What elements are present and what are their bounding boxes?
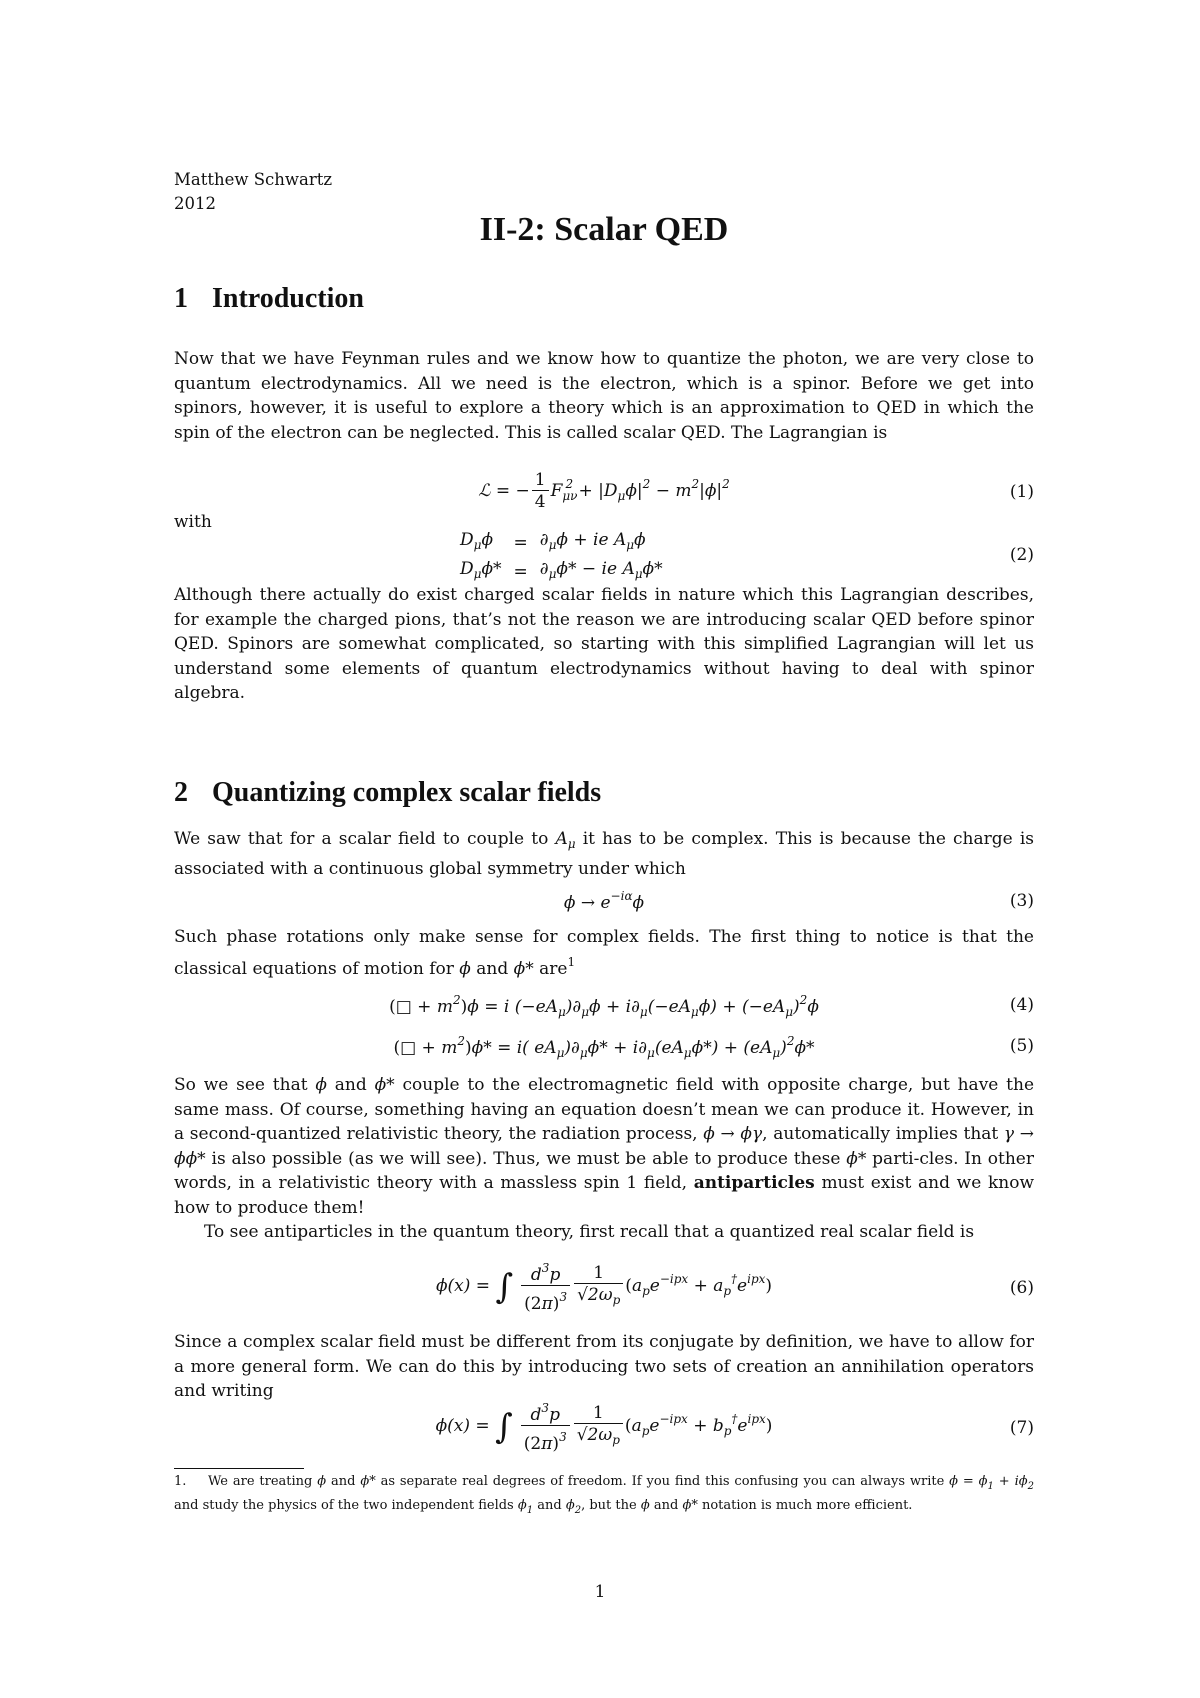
section-1-number: 1 <box>174 283 188 314</box>
author-name: Matthew Schwartz <box>174 170 333 189</box>
with-text: with <box>174 512 212 532</box>
section-1-paragraph-2: Although there actually do exist charged scalar fields in nature which this Lagrangian describes, for example the charged pions, that’s not the reason we are introducing scalar QED before spinor QED. Spinors are somewhat complicated, so starting with this simplified Lagrangian will let us understand some elements of quantum electrodynamics without having to deal with spinor algebra. <box>174 585 1034 703</box>
equation-1: ℒ = − $\frac{1}{4}$ $F_{\mu\nu}^2 + |D_\mu\phi|^2 - m^2|\phi|^2$ (1) <box>478 470 1034 512</box>
equation-7: ϕ(x) = ∫ $\frac{d^3p}{(2\pi)^3}$ $\frac{1}{√2\omega_p}$ $(a_pe^{-ipx} + b_p^\dagger e^{ipx})$ (7) <box>174 1398 1034 1458</box>
section-2-title: Quantizing complex scalar fields <box>212 777 602 808</box>
section-1-title: Introduction <box>212 283 364 314</box>
equation-2-row <box>174 540 1034 570</box>
antiparticles-term: antiparticles <box>693 1173 815 1193</box>
section-1-paragraph-1: Now that we have Feynman rules and we know how to quantize the photon, we are very close to quantum electrodynamics. All we need is the electron, which is a spinor. Before we get into spinors, however, it is useful to explore a theory which is an approximation to QED in which the spin of the electron can be neglected. This is called scalar QED. The Lagrangian is <box>174 349 1034 443</box>
section-2-paragraph-1: We saw that for a scalar field to couple to $A_\mu$ it has to be complex. This is because the charge is associated with a continuous global symmetry under which <box>174 829 1034 879</box>
equation-7-number: (7) <box>1009 1418 1034 1438</box>
equation-3-number: (3) <box>1009 891 1034 911</box>
equation-4-number: (4) <box>1009 995 1034 1015</box>
equation-3: $\phi \to e^{-i\alpha}\phi$ (3) <box>563 889 1034 913</box>
section-2-paragraph-5: Since a complex scalar field must be different from its conjugate by definition, we have to allow for a more general form. We can do this by introducing two sets of creation an annihilation operators and writing <box>174 1332 1034 1401</box>
equation-5-number: (5) <box>1009 1036 1034 1056</box>
equation-2: $D_\mu\phi$ = $\partial_\mu\phi$ + ie $A_\mu\phi$ $D_\mu\phi*$ = $\partial_\mu\phi*$ − ie $A_\mu\phi*$ <box>460 530 663 582</box>
footnote-reference[interactable]: 1 <box>567 954 576 969</box>
page-title: II-2: Scalar QED <box>479 211 729 248</box>
equation-4: (□ + $m^2)\phi = i$ $(-eA_\mu)\partial_\mu\phi + i\partial_\mu(-eA_\mu\phi) + (-eA_\mu)^2\phi$ (4) <box>389 993 1034 1019</box>
section-2-paragraph-2: Such phase rotations only make sense for complex fields. The first thing to notice is that the classical equations of motion for ϕ and ϕ* are$^1$ <box>174 927 1034 979</box>
section-2-paragraph-3: So we see that ϕ and ϕ* couple to the electromagnetic field with opposite charge, but have the same mass. Of course, something having an equation doesn’t mean we can produce it. However, in a second-quantized relativistic theory, the radiation process, ϕ → ϕγ, automatically implies that γ → ϕϕ* is also possible (as we will see). Thus, we must be able to produce these ϕ* parti-cles. In other words, in a relativistic theory with a massless spin 1 field, antiparticles must exist and we know how to produce them! <box>174 1075 1035 1218</box>
footnote-rule <box>174 1468 304 1469</box>
equation-1-number: (1) <box>1009 482 1034 502</box>
equation-6-number: (6) <box>1009 1278 1034 1298</box>
section-1-heading <box>174 282 364 316</box>
equation-6: ϕ(x) = ∫ $\frac{d^3p}{(2\pi)^3}$ $\frac{1}{√2\omega_p}$ $(a_pe^{-ipx} + a_p^\dagger e^{ipx})$ (6) <box>174 1258 1034 1318</box>
section-2-paragraph-4: To see antiparticles in the quantum theory, first recall that a quantized real scalar field is <box>204 1222 975 1242</box>
footnote-1: 1. We are treating ϕ and ϕ* as separate real degrees of freedom. If you find this confusing you can always write $\phi = \phi_1 + i\phi_2$ and study the physics of the two independent fields $\phi_1$ and $\phi_2$, but the ϕ and ϕ* notation is much more efficient. <box>174 1474 1034 1516</box>
section-2-heading <box>174 776 601 810</box>
author-year: 2012 <box>174 194 216 213</box>
page-number: 1 <box>594 1582 606 1602</box>
footnote-mark: 1. <box>174 1474 187 1489</box>
equation-5: (□ + $m^2)\phi* = i$( $eA_\mu)\partial_\mu\phi* + i\partial_\mu(eA_\mu\phi*) + (eA_\mu)^2\phi*$ (5) <box>393 1034 1034 1060</box>
section-2-number: 2 <box>174 777 188 808</box>
equation-2-number: (2) <box>1009 545 1034 565</box>
